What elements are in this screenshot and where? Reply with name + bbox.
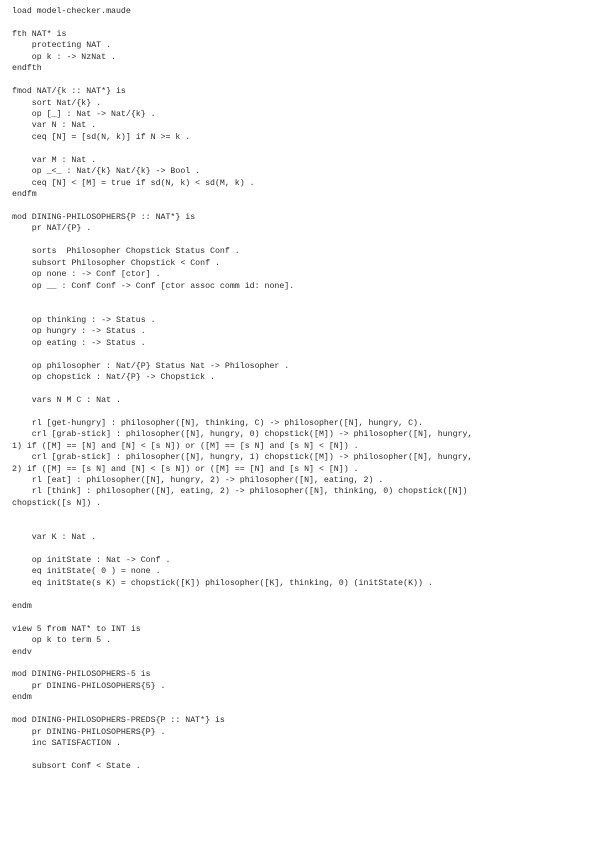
code-line [12, 509, 599, 520]
code-line: endm [12, 693, 32, 703]
code-line: op _<_ : Nat/{k} Nat/{k} -> Bool . [12, 167, 201, 177]
code-line: mod DINING-PHILOSOPHERS-5 is [12, 670, 151, 680]
code-line: pr DINING-PHILOSOPHERS{P} . [12, 727, 166, 737]
code-line [12, 406, 599, 417]
code-line: op __ : Conf Conf -> Conf [ctor assoc comm id: none]. [12, 281, 295, 291]
code-line: ceq [N] < [M] = true if sd(N, k) < sd(M, k) . [12, 178, 255, 188]
code-line: inc SATISFACTION . [12, 739, 121, 748]
code-line: rl [think] : philosopher([N], eating, 2) -> philosopher([N], thinking, 0) chopstick([N]) [12, 487, 468, 497]
code-line: sorts Philosopher Chopstick Status Conf . [12, 247, 240, 257]
code-line [12, 704, 599, 715]
code-line: eq initState( 0 ) = none . [12, 567, 161, 577]
code-line: endfm [12, 190, 37, 199]
code-line: op philosopher : Nat/{P} Status Nat -> Philosopher . [12, 361, 290, 371]
code-line [12, 75, 599, 86]
code-line: subsort Philosopher Chopstick < Conf . [12, 258, 220, 268]
code-line [12, 749, 599, 760]
code-line: mod DINING-PHILOSOPHERS-PREDS{P :: NAT*} is [12, 716, 225, 726]
code-line: load model-checker.maude [12, 7, 131, 16]
code-line: pr DINING-PHILOSOPHERS{5} . [12, 681, 166, 691]
code-line: pr NAT/{P} . [12, 224, 92, 234]
code-line: fth NAT* is [12, 29, 67, 39]
code-line: endm [12, 601, 32, 611]
code-line: crl [grab-stick] : philosopher([N], hungry, 0) chopstick([M]) -> philosopher([N], hungry, [12, 430, 473, 440]
code-line: eq initState(s K) = chopstick([K]) philosopher([K], thinking, 0) (initState(K)) . [12, 578, 433, 588]
code-line: vars N M C : Nat . [12, 395, 121, 405]
code-line: op initState : Nat -> Conf . [12, 556, 171, 565]
code-line [12, 349, 599, 360]
code-line: op hungry : -> Status . [12, 327, 146, 337]
code-line: op eating : -> Status . [12, 338, 146, 348]
code-line [12, 544, 599, 555]
code-line [12, 383, 599, 394]
code-line: op [_] : Nat -> Nat/{k} . [12, 109, 156, 119]
code-line [12, 612, 599, 623]
code-line: var N : Nat . [12, 121, 97, 131]
code-line [12, 292, 599, 303]
code-line: rl [eat] : philosopher([N], hungry, 2) -> philosopher([N], eating, 2) . [12, 475, 384, 485]
code-line [12, 200, 599, 211]
code-line: endv [12, 647, 32, 657]
code-line: protecting NAT . [12, 41, 112, 51]
code-line: op k : -> NzNat . [12, 52, 116, 62]
code-line [12, 658, 599, 669]
code-line: subsort Conf < State . [12, 761, 141, 771]
code-line: chopstick([s N]) . [12, 498, 102, 508]
code-line [12, 235, 599, 246]
code-line: view 5 from NAT* to INT is [12, 624, 141, 634]
code-line: var M : Nat . [12, 155, 97, 165]
code-line [12, 589, 599, 600]
code-line: rl [get-hungry] : philosopher([N], thinking, C) -> philosopher([N], hungry, C). [12, 418, 423, 428]
code-line: op thinking : -> Status . [12, 315, 156, 325]
code-line: mod DINING-PHILOSOPHERS{P :: NAT*} is [12, 212, 196, 222]
code-line [12, 17, 599, 28]
code-line: crl [grab-stick] : philosopher([N], hungry, 1) chopstick([M]) -> philosopher([N], hungry, [12, 453, 473, 463]
code-line: fmod NAT/{k :: NAT*} is [12, 87, 126, 97]
code-line: var K : Nat . [12, 533, 97, 543]
code-line [12, 521, 599, 532]
code-line: 2) if ([M] == [s N] and [N] < [s N]) or ([M] == [N] and [s N] < [N]) . [12, 464, 359, 474]
code-line: op none : -> Conf [ctor] . [12, 270, 161, 280]
code-line [12, 143, 599, 154]
code-line: sort Nat/{k} . [12, 98, 102, 108]
code-line [12, 303, 599, 314]
code-line: endfth [12, 64, 42, 74]
code-line: op k to term 5 . [12, 636, 112, 646]
code-line: 1) if ([M] == [N] and [N] < [s N]) or ([M] == [s N] and [s N] < [N]) . [12, 441, 359, 451]
code-line: ceq [N] = [sd(N, k)] if N >= k . [12, 132, 191, 142]
code-line: op chopstick : Nat/{P} -> Chopstick . [12, 373, 215, 382]
